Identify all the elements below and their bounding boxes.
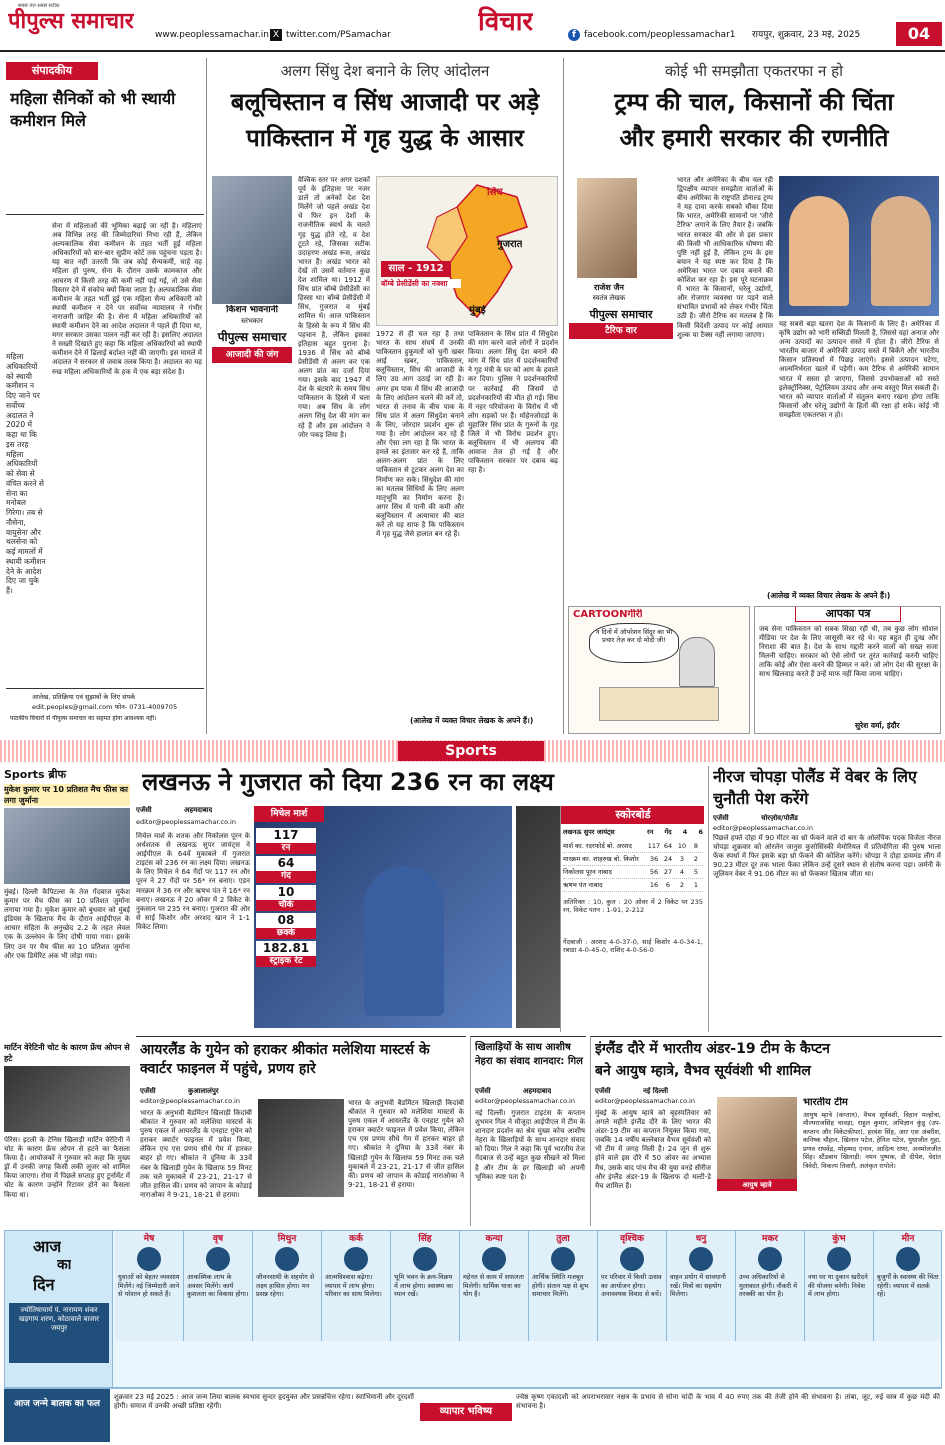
sign-text: पर परिवार में किसी उत्सव का आयोजन होगा। अनावश्यक विवाद से बचें। xyxy=(601,1273,662,1299)
sign-text: जीवनसाथी के सहयोग से लक्ष्य हासिल होगा। मन प्रसन्न रहेगा। xyxy=(256,1273,315,1299)
scoreboard-cell: 117 xyxy=(647,842,661,850)
author-photo xyxy=(212,176,292,304)
map-label-sindh: सिंध xyxy=(487,187,503,198)
scoreboard-cell: 56 xyxy=(649,868,659,876)
sign-text: नया घर या दुकान खरीदने की योजना बनेगी। निवेश में लाभ होगा। xyxy=(808,1273,868,1299)
editorial-tag: संपादकीय xyxy=(6,62,98,80)
scoreboard-row xyxy=(563,866,703,879)
scoreboard-cell: 10 xyxy=(677,842,687,850)
scoreboard-cell: 4 xyxy=(679,868,685,876)
u19-email[interactable]: editor@peoplessamachar.co.in xyxy=(595,1097,695,1105)
badminton-agency: एजेंसी xyxy=(140,1087,156,1095)
horoscope-sign xyxy=(391,1231,460,1341)
sign-text: आकस्मिक लाभ के अवसर मिलेंगे। कार्य कुशलता का विकास होगा। xyxy=(187,1273,249,1299)
sign-text: आर्थिक स्थिति मजबूत होगी। संतान पक्ष से शुभ समाचार मिलेंगे। xyxy=(532,1273,589,1299)
marsh-label: मिचेल मार्श xyxy=(254,806,324,822)
nehra-headline: खिलाड़ियों के साथ आशीष नेहरा का संवाद शानदार: गिल xyxy=(475,1042,583,1067)
scoreboard-total: अतिरिक्त : 10, कुल : 20 ओवर में 2 विकेट पर 235 रन, विकेट पतन : 1-91, 2-212 xyxy=(563,898,703,915)
author-role: स्तंभकार xyxy=(241,317,263,325)
map-year: साल - 1912 xyxy=(381,261,451,277)
marsh-stat-value: 10 xyxy=(256,885,316,900)
editorial-headline: महिला सैनिकों को भी स्थायी कमीशन मिले xyxy=(10,89,176,130)
cricket-headline: लखनऊ ने गुजरात को दिया 236 रन का लक्ष्य xyxy=(142,768,554,796)
zodiac-icon xyxy=(896,1247,920,1271)
zodiac-icon xyxy=(827,1247,851,1271)
facebook-icon: f xyxy=(568,29,580,41)
map-shape xyxy=(377,177,558,326)
trump-modi-photo xyxy=(779,176,939,316)
zodiac-icon xyxy=(689,1247,713,1271)
marsh-stats-list xyxy=(256,826,316,1026)
scoreboard-cell: 64 xyxy=(663,842,673,850)
neeraj-agency: एजेंसी xyxy=(713,814,729,822)
neeraj-body: पिछले हफ्ते दोहा में 90 मीटर का थ्रो फेंकने वाले दो बार के ओलंपिक पदक विजेता नीरज चोपड़ा शुक्रवार को ओरलेन जानुस कुसोसिंस्की मेमोरियल में प्रतियोगिता की पुरुष भाला फेंक स्पर्धा में फिर इसके बड़ा थ्रो फेंकने की कोशिश करेंगे। चोपड़ा ने दोहा डायमंड लीग में 90.23 मीटर दूर तक भाला फेंका लेकिन उन्हें दूसरे स्थान से संतोष करना पड़ा। जर्मनी के जूलियन वेबर ने 91.06 मीटर का थ्रो फेंककर खिताब जीता था। xyxy=(713,834,941,879)
horoscope-sign xyxy=(805,1231,874,1341)
horoscope-sign xyxy=(529,1231,598,1341)
marsh-stat-value: 117 xyxy=(256,828,316,843)
scoreboard-bowling: गेंदबाजी : अरशद 4-0-37-0, साई किशोर 4-0-34-1, रबाडा 4-0-45-0, राशिद 4-0-56-0 xyxy=(563,938,703,955)
berrettini-photo xyxy=(4,1066,130,1132)
cartoon-panel xyxy=(568,606,750,734)
srikanth-photo xyxy=(258,1099,344,1197)
horoscope-sign xyxy=(598,1231,667,1341)
scoreboard-header xyxy=(647,828,703,836)
sign-name: कुंभ xyxy=(832,1234,846,1244)
business-tag: व्यापार भविष्य xyxy=(420,1403,512,1421)
sign-name: धनु xyxy=(695,1234,707,1244)
column-brand: पीपुल्स समाचार xyxy=(589,308,653,321)
footer-disclaimer: पाठकीय विचारों से पीपुल्स समाचार का सहमत होना आवश्यक नहीं। xyxy=(10,715,157,722)
u19-story xyxy=(590,1036,942,1226)
neeraj-headline: नीरज चोपड़ा पोलैंड में वेबर के लिए चुनौती पेश करेंगे xyxy=(713,767,917,808)
sign-name: वृश्चिक xyxy=(620,1234,644,1244)
article1-footer: (आलेख में व्यक्त विचार लेखक के अपने हैं।) xyxy=(410,716,534,725)
marsh-stat-label: चौके xyxy=(256,900,316,911)
editorial-body: सेना में महिलाओं की भूमिका बढ़ाई जा रही है। महिलाएं अब विभिन्न तरह की जिम्मेदारियां निभा रही हैं, लेकिन अल्पकालिक सेवा कमीशन के तहत भर्ती हुई महिला अधिकारियों को बार-बार सुप्रीम कोर्ट तक पहुंचना पड़ता है। यह बात नहीं उतरती कि जब कोई सैन्यकर्मी, चाहे वह महिला हो पुरुष, सेना के दौरान उसके कामकाज और आचरण में किसी तरह की कमी नहीं पाई गई, तो उसे सेवा विस्तार देने में संकोच क्यों किया जाता है। अल्पकालिक सेवा कमीशन के तहत भर्ती हुई एक महिला सैन्य अधिकारी को स्थायी कमीशन न देने पर सर्वोच्च न्यायालय ने गंभीर नाराजगी जाहिर की है। सेना में महिला अधिकारियों को स्थायी कमीशन देने का आदेश अदालत ने पहले ही दिया था, मगर सरकार उसका पालन नहीं कर रही है। इसलिए अदालत ने सख्ती दिखाते हुए कहा कि महिला अधिकारियों को स्थायी कमीशन देने में ढिलाई बर्दाश्त नहीं की जाएगी। इस मामले में अदालत ने सरकार से जवाब तलब किया है। अदालत का यह रुख महिला अधिकारियों के हक में एक बड़ा संदेश है। xyxy=(52,222,202,376)
scoreboard-cell: 24 xyxy=(663,855,673,863)
ayush-photo xyxy=(717,1097,797,1179)
sign-name: मेष xyxy=(143,1234,155,1244)
scoreboard-row xyxy=(563,853,703,866)
zodiac-icon xyxy=(758,1247,782,1271)
marsh-stat-value: 08 xyxy=(256,913,316,928)
business-text: ज्येष्ठ कृष्ण एकादशी को अपराभरावार नक्षत्र के प्रभाव से सोना चांदी के भाव में 40 रुपए तक की तेजी होने की संभावना है। तांबा, जूट, रुई वस्त्र में कुछ मंदी की संभावना है। xyxy=(516,1393,940,1411)
birthday-text: शुक्रवार 23 मई 2025 : आज जन्म लिया बालक स्वभाव सुन्दर हृदयुक्त और प्रसन्नचित्त रहेगा। स्वाभिमानी और दूरदर्शी होगी। समाज में उनकी अच्छी प्रतिष्ठा रहेगी। xyxy=(114,1393,414,1411)
article-trump xyxy=(567,58,941,603)
trump-figure xyxy=(789,196,849,306)
scoreboard-cell: 6 xyxy=(665,881,671,889)
zodiac-icon xyxy=(344,1247,368,1271)
scoreboard-team: लखनऊ सुपर जायंट्स xyxy=(563,828,615,836)
cartoon-scene xyxy=(599,687,719,721)
brief-headline: मुकेश कुमार पर 10 प्रतिशत मैच फीस का लगा जुर्माना xyxy=(4,785,128,805)
scoreboard-cell: 1 xyxy=(693,881,699,889)
column-name: टैरिफ वार xyxy=(569,323,673,339)
twitter-x-icon: X xyxy=(270,29,282,41)
horoscope-panel xyxy=(4,1230,942,1388)
sign-name: मिथुन xyxy=(277,1234,297,1244)
marsh-stats-panel xyxy=(254,806,334,1028)
marsh-stat-label: छक्के xyxy=(256,928,316,939)
editorial-section xyxy=(6,62,204,734)
column-name: आजादी की जंग xyxy=(212,347,292,363)
masthead-bar xyxy=(0,0,945,52)
scoreboard xyxy=(560,806,704,1032)
cricket-agency: एजेंसी xyxy=(136,806,152,814)
zodiac-icon xyxy=(275,1247,299,1271)
letters-box xyxy=(754,606,941,734)
scoreboard-cell: 8 xyxy=(693,842,699,850)
article2-headline-line2: और हमारी सरकार की रणनीति xyxy=(619,124,889,152)
sign-name: मकर xyxy=(762,1234,778,1244)
map-subtitle: बॉम्बे प्रेसीडेंसी का नक्शा xyxy=(381,279,461,288)
badminton-story xyxy=(136,1036,466,1226)
modi-figure xyxy=(871,196,931,306)
column-divider xyxy=(563,58,564,734)
brief2-headline: मार्टिन वेरेटिनी चोट के कारण फ्रेंच ओपन से हटे xyxy=(4,1043,130,1063)
scoreboard-cell: 36 xyxy=(649,855,659,863)
scoreboard-batsman: ऋषभ पंत नाबाद xyxy=(563,881,603,889)
page-number: 04 xyxy=(896,22,942,46)
sign-name: सिंह xyxy=(418,1234,432,1244)
article1-col1: वैश्विक स्तर पर अगर दशकों पूर्व के इतिहास पर नजर डालें तो अनेकों देश देश मिलेंगे जो पहले अखंड देश थे फिर इन देशों के राजनीतिक स्वार्थ के चलते गृह युद्ध होते रहे, व देश टूटते रहे, जिसका सटीक उदाहरण अखंड रूस, अखंड भारत हैं। अखंड भारत को देखें तो उसमें वर्तमान कुछ देश शामिल था। 1912 में सिंध प्रांत बॉम्बे प्रेसीडेंसी का हिस्सा था। बॉम्बे प्रेसीडेंसी में सिंध, गुजरात व मुंबई शामिल थे। आज पाकिस्तान के हिस्से के रूप में सिंध की पहचान है, लेकिन इसका इतिहास बहुत पुराना है। 1936 में सिंध को बॉम्बे प्रेसीडेंसी से अलग कर एक अलग प्रांत का दर्जा दिया गया। इसके बाद 1947 में देश के बंटवारे के समय सिंध पाकिस्तान के हिस्से में चला गया। अब सिंध के लोग अलग सिंधु देश की मांग कर रहे हैं और इस आंदोलन ने जोर पकड़ लिया है। xyxy=(298,176,370,439)
horoscope-sign xyxy=(667,1231,736,1341)
scoreboard-batsman: मार्श का. रदरफोर्ड बो. अरशद xyxy=(563,842,632,850)
dateline: रायपुर, शुक्रवार, 23 मई, 2025 xyxy=(752,30,861,40)
marsh-stat-label: गेंद xyxy=(256,871,316,882)
cartoon-figure xyxy=(679,637,715,687)
horoscope-footer xyxy=(4,1388,942,1442)
badminton-body-cont: भारत के अनुभवी बैडमिंटन खिलाड़ी किदांबी श्रीकांत ने गुरुवार को मलेशिया मास्टर्स के पुरुष एकल में आयरलैंड के एनहाट गुयेन को हराकर क्वार्टर फाइनल में प्रवेश किया, लेकिन एच एस प्रणय सीधे गेम में हारकर बाहर हो गए। श्रीकांत ने दुनिया के 33वें नंबर के खिलाड़ी गुयेन के खिलाफ 59 मिनट तक चले मुकाबले में 23-21, 21-17 से जीत हासिल की। प्रणय को जापान के कोडाई नाराओका ने 9-21, 18-21 से हराया। xyxy=(348,1099,464,1189)
horoscope-sign xyxy=(736,1231,805,1341)
nehra-city: अहमदाबाद xyxy=(523,1087,552,1095)
sign-text: बुजुर्गों के स्वास्थ्य की चिंता रहेगी। व्यापार में सतर्क रहें। xyxy=(877,1273,939,1299)
divider xyxy=(6,214,204,215)
map-label-mumbai: मुंबई xyxy=(469,305,486,316)
horoscope-sign xyxy=(460,1231,529,1341)
sports-brief xyxy=(4,768,130,1228)
map-label-gujarat: गुजरात xyxy=(497,239,523,250)
zodiac-icon xyxy=(482,1247,506,1271)
horoscope-sign xyxy=(322,1231,391,1341)
zodiac-icon xyxy=(551,1247,575,1271)
cartoon-tag: CARTOONगीरी xyxy=(573,609,643,620)
badminton-email[interactable]: editor@peoplessamachar.co.in xyxy=(140,1097,240,1105)
twitter-link[interactable]: twitter.com/PSamachar xyxy=(286,30,391,40)
article-balochistan xyxy=(210,58,560,734)
scoreboard-batsman: मारक्रम का. शाहरुख बो. किशोर xyxy=(563,855,639,863)
mukesh-photo xyxy=(4,808,130,884)
scoreboard-title: स्कोरबोर्ड xyxy=(561,806,704,824)
zodiac-icon xyxy=(620,1247,644,1271)
cricket-body: मिचेल मार्श के शतक और निकोलस पूरन के अर्धशतक से लखनऊ सुपर जायंट्स ने आईपीएल के 64वें मुकाबले में गुजरात टाइटंस को 236 रन का लक्ष्य दिया। लखनऊ के लिए मिचेल ने 64 गेंदों पर 117 रन और पूरन ने 27 गेंदों पर 56* रन बनाए। एडन मारक्रम ने 36 रन और ऋषभ पंत ने 16* रन बनाए। लखनऊ ने 20 ओवर में 2 विकेट के नुकसान पर 235 रन बनाए। गुजरात की ओर से साई किशोर और अरशद खान ने 1-1 विकेट लिया। xyxy=(136,832,250,931)
cricket-email[interactable]: editor@peoplessamachar.co.in xyxy=(136,818,236,826)
column-brand: पीपुल्स समाचार xyxy=(217,330,287,344)
author-name: राजेश जैन xyxy=(594,283,624,292)
brief-body: मुंबई। दिल्ली कैपिटल्स के तेज गेंदबाज मुकेश कुमार पर मैच फीस का 10 प्रतिशत जुर्माना लगाया गया है। मुकेश कुमार को बुधवार को मुंबई इंडियंस के खिलाफ मैच के दौरान आईपीएल के आचार संहिता के अनुच्छेद 2.2 के तहत लेवल एक के उल्लंघन के लिए दोषी पाया गया। इसके लिए उन पर मैच फीस का 10 प्रतिशत जुर्माना और एक डिमेरिट अंक भी जोड़ा गया। xyxy=(4,888,130,960)
article2-headline-line1: ट्रम्प की चाल, किसानों की चिंता xyxy=(614,88,894,116)
u19-team-list: आयुष म्हात्रे (कप्तान), वैभव सूर्यवंशी, विहान मल्होत्रा, मौल्यराजसिंह चावड़ा, राहुल कुमार, अभिज्ञान कुंडू (उप-कप्तान और विकेटकीपर), हरवंश सिंह, आर एस अंबरीश, कनिष्क चौहान, खिलान पटेल, हेनिल पटेल, युधाजीत गुहा, प्रणव राघवेंद्र, मोहम्मद एनान, आदित्य राणा, अनमोलजीत सिंह। स्टैंडबाय खिलाड़ी: नमन पुष्पक, डी दीपेश, वेदांत त्रिवेदी, विकल्प तिवारी, अलंकृत रापोले। xyxy=(803,1111,941,1170)
badminton-headline: आयरलैंड के गुयेन को हराकर श्रीकांत मलेशिया मास्टर्स के क्वार्टर फाइनल में पहुंचे, प्रणय हारे xyxy=(140,1042,430,1077)
nehra-agency: एजेंसी xyxy=(475,1087,491,1095)
scoreboard-cell: 2 xyxy=(679,881,685,889)
horoscope-sign xyxy=(874,1231,942,1341)
horoscope-sign xyxy=(115,1231,184,1341)
sign-name: तुला xyxy=(556,1234,570,1244)
editorial-sidebar-note: महिला अधिकारियों को स्थायी कमीशन न दिए जाने पर सर्वोच्च अदालत ने 2020 में कहा था कि इस तरह महिला अधिकारियों को सेवा से वंचित करने से सेना का मनोबल गिरेगा। तब से नौसेना, वायुसेना और थलसेना को कई मामलों में स्थायी कमीशन देने के आदेश दिए जा चुके हैं। xyxy=(6,352,46,595)
sports-tag: Sports xyxy=(398,741,544,761)
neeraj-city: चोरज़ोव/पोलैंड xyxy=(761,814,798,822)
nehra-story xyxy=(470,1036,586,1226)
article2-footer: (आलेख में व्यक्त विचार लेखक के अपने हैं।) xyxy=(767,591,891,600)
cricket-city: अहमदाबाद xyxy=(184,806,213,814)
u19-headline-line1: इंग्लैंड दौरे में भारतीय अंडर-19 टीम के कैप्टन xyxy=(595,1041,830,1057)
u19-headline-line2: बने आयुष म्हात्रे, वैभव सूर्यवंशी भी शामिल xyxy=(595,1063,811,1079)
birthday-tag: आज जन्मे बालक का फल xyxy=(4,1389,110,1442)
horoscope-sign xyxy=(184,1231,253,1341)
footer-contact-label: आलेख, प्रतिक्रिया एवं सुझावों के लिए संपर्क xyxy=(32,693,136,701)
sign-text: युवाओं को बेहतर व्यवसाय मिलेंगे। नई जिम्मेदारी आने से परेशान हो सकते हैं। xyxy=(118,1273,180,1299)
scoreboard-cell: 3 xyxy=(679,855,685,863)
cartoon-speech-bubble: न दिनों में ऑपरेशन सिंदूर का भी प्रचार तेज़ कर दो मोदी जी! xyxy=(589,623,679,663)
horoscope-title3: दिन xyxy=(33,1275,55,1294)
sign-name: कर्क xyxy=(349,1234,363,1244)
scoreboard-batsman: निकोलस पूरन नाबाद xyxy=(563,868,612,876)
marsh-stat-label: रन xyxy=(256,843,316,854)
scoreboard-col-header: गेंद xyxy=(664,828,672,836)
scoreboard-cell: 16 xyxy=(649,881,659,889)
author-name: किशन भावनानी xyxy=(226,305,278,315)
marsh-stat-label: स्ट्राइक रेट xyxy=(256,956,316,967)
footer-email[interactable]: edit.peoples@gmail.com फोन- 0731-4009705 xyxy=(32,703,178,711)
horoscope-title2: का xyxy=(57,1257,72,1273)
article1-headline-line1: बलूचिस्तान व सिंध आजादी पर अड़े xyxy=(230,88,540,116)
ayush-caption: आयुष म्हात्रे xyxy=(717,1179,797,1191)
marsh-stat-value: 64 xyxy=(256,856,316,871)
article2-kicker: कोई भी समझौता एकतरफा न हो xyxy=(665,62,843,80)
column-divider xyxy=(206,58,207,734)
nehra-body: नई दिल्ली। गुजरात टाइटंस के कप्तान शुभमन गिल ने मौजूदा आईपीएल में टीम के शानदार प्रदर्शन का श्रेय मुख्य कोच आशीष नेहरा के खिलाड़ियों के साथ शानदार संवाद को दिया। गिल ने कहा कि पूर्व भारतीय तेज गेंदबाज से उन्हें बहुत कुछ सीखने को मिला है और टीम के हर खिलाड़ी को अपनी भूमिका स्पष्ट पता है। xyxy=(475,1109,585,1181)
badminton-body: भारत के अनुभवी बैडमिंटन खिलाड़ी किदांबी श्रीकांत ने गुरुवार को मलेशिया मास्टर्स के पुरुष एकल में आयरलैंड के एनहाट गुयेन को हराकर क्वार्टर फाइनल में प्रवेश किया, लेकिन एच एस प्रणय सीधे गेम में हारकर बाहर हो गए। श्रीकांत ने दुनिया के 33वें नंबर के खिलाड़ी गुयेन के खिलाफ 59 मिनट तक चले मुकाबले में 23-21, 21-17 से जीत हासिल की। प्रणय को जापान के कोडाई नाराओका ने 9-21, 18-21 से हराया। xyxy=(140,1109,252,1199)
badminton-city: कुआलालंपुर xyxy=(188,1087,219,1095)
article1-headline-line2: पाकिस्तान में गृह युद्ध के आसार xyxy=(246,124,524,152)
u19-body: मुंबई के आयुष म्हात्रे को बृहस्पतिवार को अगले महीने इंग्लैंड दौरे के लिए भारत की अंडर-19 टीम का कप्तान नियुक्त किया गया, जबकि 14 वर्षीय बल्लेबाज वैभव सूर्यवंशी को भी टीम में जगह मिली है। 24 जून से शुरू होने वाले इस दौरे में 50 ओवर का अभ्यास मैच, उसके बाद पांच मैच की युवा वनडे सीरीज और इंग्लैंड अंडर-19 के खिलाफ दो मल्टी-डे मैच शामिल हैं। xyxy=(595,1109,711,1190)
marsh-figure xyxy=(364,866,444,1016)
letters-signature: सुरेश वर्मा, इंदौर xyxy=(855,721,900,730)
scoreboard-cell: 2 xyxy=(693,855,699,863)
scoreboard-col-header: 6 xyxy=(698,828,703,836)
scoreboard-cell: 27 xyxy=(663,868,673,876)
scoreboard-row xyxy=(563,879,703,892)
horoscope-title1: आज xyxy=(33,1237,62,1256)
sign-text: उच्च अधिकारियों से मुलाकात होगी। नौकरी में तरक्की का योग है। xyxy=(739,1273,798,1299)
sign-text: महेनत से काम में सफलता मिलेगी। धार्मिक यात्रा का योग है। xyxy=(463,1273,524,1299)
u19-city: नई दिल्ली xyxy=(643,1087,669,1095)
horoscope-sign xyxy=(253,1231,322,1341)
sports-band xyxy=(0,740,945,762)
scoreboard-col-header: रन xyxy=(647,828,654,836)
sindh-map xyxy=(376,176,558,326)
author-photo xyxy=(577,178,637,278)
brief2-body: पेरिस। इटली के टेनिस खिलाड़ी मार्टिन वेरेटिनी ने चोट के कारण फ्रेंच ओपन से हटने का फैसला किया है। आयोजकों ने गुरुवार को कहा कि मुख्य ड्रॉ में उनकी जगह किसी लकी लूजर को शामिल किया जाएगा। रोमा में पिछले सप्ताह हुए टूर्नामेंट में चोट के कारण उन्होंने रिटायर होने का फैसला किया था। xyxy=(4,1136,130,1199)
brief-tag: Sports ब्रीफ xyxy=(4,768,67,781)
neeraj-story xyxy=(708,766,942,1032)
scoreboard-row xyxy=(563,840,703,853)
zodiac-icon xyxy=(137,1247,161,1271)
sign-name: मीन xyxy=(901,1234,915,1244)
paper-tagline: सबसे तेज़ सबसे सटीक xyxy=(18,3,60,9)
scoreboard-cell: 5 xyxy=(693,868,699,876)
zodiac-icon xyxy=(413,1247,437,1271)
sign-name: कन्या xyxy=(485,1234,503,1244)
u19-agency: एजेंसी xyxy=(595,1087,611,1095)
sign-text: आत्मविश्वास बढ़ेगा। व्यापार में लाभ होगा। परिवार का साथ मिलेगा। xyxy=(325,1273,382,1299)
horoscope-title-panel xyxy=(5,1231,113,1388)
sign-text: वाहन प्रयोग में सावधानी रखें। मित्रों का सहयोग मिलेगा। xyxy=(670,1273,726,1299)
u19-team-title: भारतीय टीम xyxy=(803,1097,848,1108)
paper-logo: पीपुल्स समाचार xyxy=(8,9,134,34)
letters-body: जब सेना पाकिस्तान को सबक सिखा रही थी, तब कुछ लोग सोशल मीडिया पर देश के लिए जासूसी कर रहे थे। यह बहुत ही दुःख और निराशा की बात है। देश के साथ गद्दारी करने वालों को सख्त सजा मिलनी चाहिए। सरकार को ऐसे लोगों पर तुरंत कार्रवाई करनी चाहिए ताकि कोई और ऐसा करने की हिम्मत न करे। जो लोग देश की सुरक्षा के साथ खिलवाड़ करते हैं उन्हें माफ नहीं किया जाना चाहिए। xyxy=(759,625,938,679)
website-link[interactable]: www.peoplessamachar.in xyxy=(155,30,269,40)
article2-col1: भारत और अमेरिका के बीच चल रही द्विपक्षीय व्यापार समझौता वार्ताओं के बीच अमेरिका के राष्ट्रपति डोनाल्ड ट्रम्प ने यह दावा करके सबको चौंका दिया कि भारत, अमेरिकी सामानों पर 'जीरो टैरिफ' लगाने के लिए तैयार है। जबकि भारत सरकार की ओर से इस प्रकार की किसी भी आधिकारिक घोषणा की पुष्टि नहीं हुई है, लेकिन ट्रम्प के इस बयान ने यह स्पष्ट कर दिया है कि अमेरिका भारत पर दबाव बनाने की कोशिश कर रहा है। इस पूरे घटनाक्रम में भारत के किसानों, घरेलू उद्योगों, और रोजगार व्यवस्था पर पड़ने वाले संभावित प्रभावों को लेकर गंभीर चिंता उठी है। जीरो टैरिफ का मतलब है कि किसी विदेशी उत्पाद पर कोई आयात शुल्क या टैक्स नहीं लगाया जाएगा। xyxy=(677,176,773,339)
nehra-email[interactable]: editor@peoplessamachar.co.in xyxy=(475,1097,575,1105)
article1-col3: पाकिस्तान के सिंध प्रांत में सिंधुदेश की मांग करने वाले लोगों ने प्रदर्शन किया। अलग सिंधु देश बनाने की मांग में सिंध प्रांत में प्रदर्शनकारियों ने गृह मंत्री के घर को आग के हवाले कर दिया। पुलिस ने प्रदर्शनकारियों पर कार्रवाई की जिसमें दो प्रदर्शनकारियों की मौत हो गई। सिंध में नहर परियोजना के विरोध में भी लोग सड़कों पर हैं। मोहेनजोदड़ो के मुहाजिर सिंध प्रांत के गुरुनों के गृह जिले में भी विरोध प्रदर्शन हुए। बलूचिस्तान में भी अलगाव की आवाज तेज हो गई है और पाकिस्तान सरकार पर दबाव बढ़ रहा है। xyxy=(468,330,558,475)
zodiac-icon xyxy=(206,1247,230,1271)
author-role: स्वतंत्र लेखक xyxy=(592,294,626,302)
section-title: विचार xyxy=(478,7,534,37)
neeraj-email[interactable]: editor@peoplessamachar.co.in xyxy=(713,824,813,832)
editorial-footer xyxy=(6,688,204,732)
horoscope-signs xyxy=(115,1231,942,1341)
astrologer-credit: ज्योतिषाचार्य पं. नारायण शंकर खड़गाय शरण, कोठावाले बाजार जयपुर xyxy=(9,1303,109,1363)
sign-text: भूमि भवन के क्रय-विक्रय में लाभ होगा। स्वास्थ्य का ध्यान रखें। xyxy=(394,1273,453,1299)
scoreboard-col-header: 4 xyxy=(682,828,688,836)
article1-col2: 1972 से ही चल रहा है तथा भारत के साथ संघर्ष में उनकी पाकिस्तान हुकूमतों को चुनी खबर आई खबर, पाकिस्तान, बलूचिस्तान, सिंध की आजादी के लिए उग्र आग उठाई जा रही है। अगर हम पाक में सिंध की आजादी के लिए आंदोलन चलने की करें तो, भारत से तनाव के बीच पाक के सिंध प्रांत में अलग सिंधुदेश बनाने के लिए, जोरदार प्रदर्शन शुरू हो गया है। लोग आंदोलन कर रहे हैं और ऐसा लग रहा है कि भारत के हमले का इंतजार कर रहे हैं, ताकि अलग-अलग प्रांत के लिए पाकिस्तान से टूटकर अलग देश का निर्माण कर सके। सिंधुदेश की मांग का मतलब सिंधियों के लिए अलग मातृभूमि का निर्माण करना है। अगर सिंध में पानी की कमी और बलूचिस्तान में अत्याचार की बात करें तो यह साफ है कि पाकिस्तान में गृह युद्ध जैसे हालात बन रहे हैं। xyxy=(376,330,464,539)
scoreboard-rows xyxy=(563,840,703,892)
article2-col2: यह सबसे बड़ा खतरा देश के किसानों के लिए है। अमेरिका में कृषि उद्योग को भारी सब्सिडी मिलती है, जिससे वहां अनाज और अन्य उत्पादों का उत्पादन सस्ते में होता है। जीरो टैरिफ से भारतीय बाजार में अमेरिकी उत्पाद सस्ते में बिकेंगे और भारतीय किसान प्रतिस्पर्धा में पिछड़ जाएंगे। इससे उत्पादन घटेगा, आत्मनिर्भरता खतरे में पड़ेगी। कम टैरिफ से अमेरिकी सामान भारत में सस्ता हो जाएगा, जिससे उपभोक्ताओं को सस्ते इलेक्ट्रॉनिक्स, पेट्रोलियम उत्पाद और अन्य वस्तुएं मिल सकती हैं। भारत को व्यापार वार्ताओं में संतुलन बनाए रखना होगा ताकि किसानों और घरेलू उद्योगों के हितों की रक्षा हो सके। कोई भी समझौता एकतरफा न हो। xyxy=(779,320,939,419)
article1-kicker: अलग सिंधु देश बनाने के लिए आंदोलन xyxy=(280,62,490,80)
sign-name: वृष xyxy=(212,1234,224,1244)
facebook-link[interactable]: facebook.com/peoplessamachar1 xyxy=(584,30,736,40)
letters-title: आपका पत्र xyxy=(795,606,901,622)
marsh-stat-value: 182.81 xyxy=(256,941,316,956)
